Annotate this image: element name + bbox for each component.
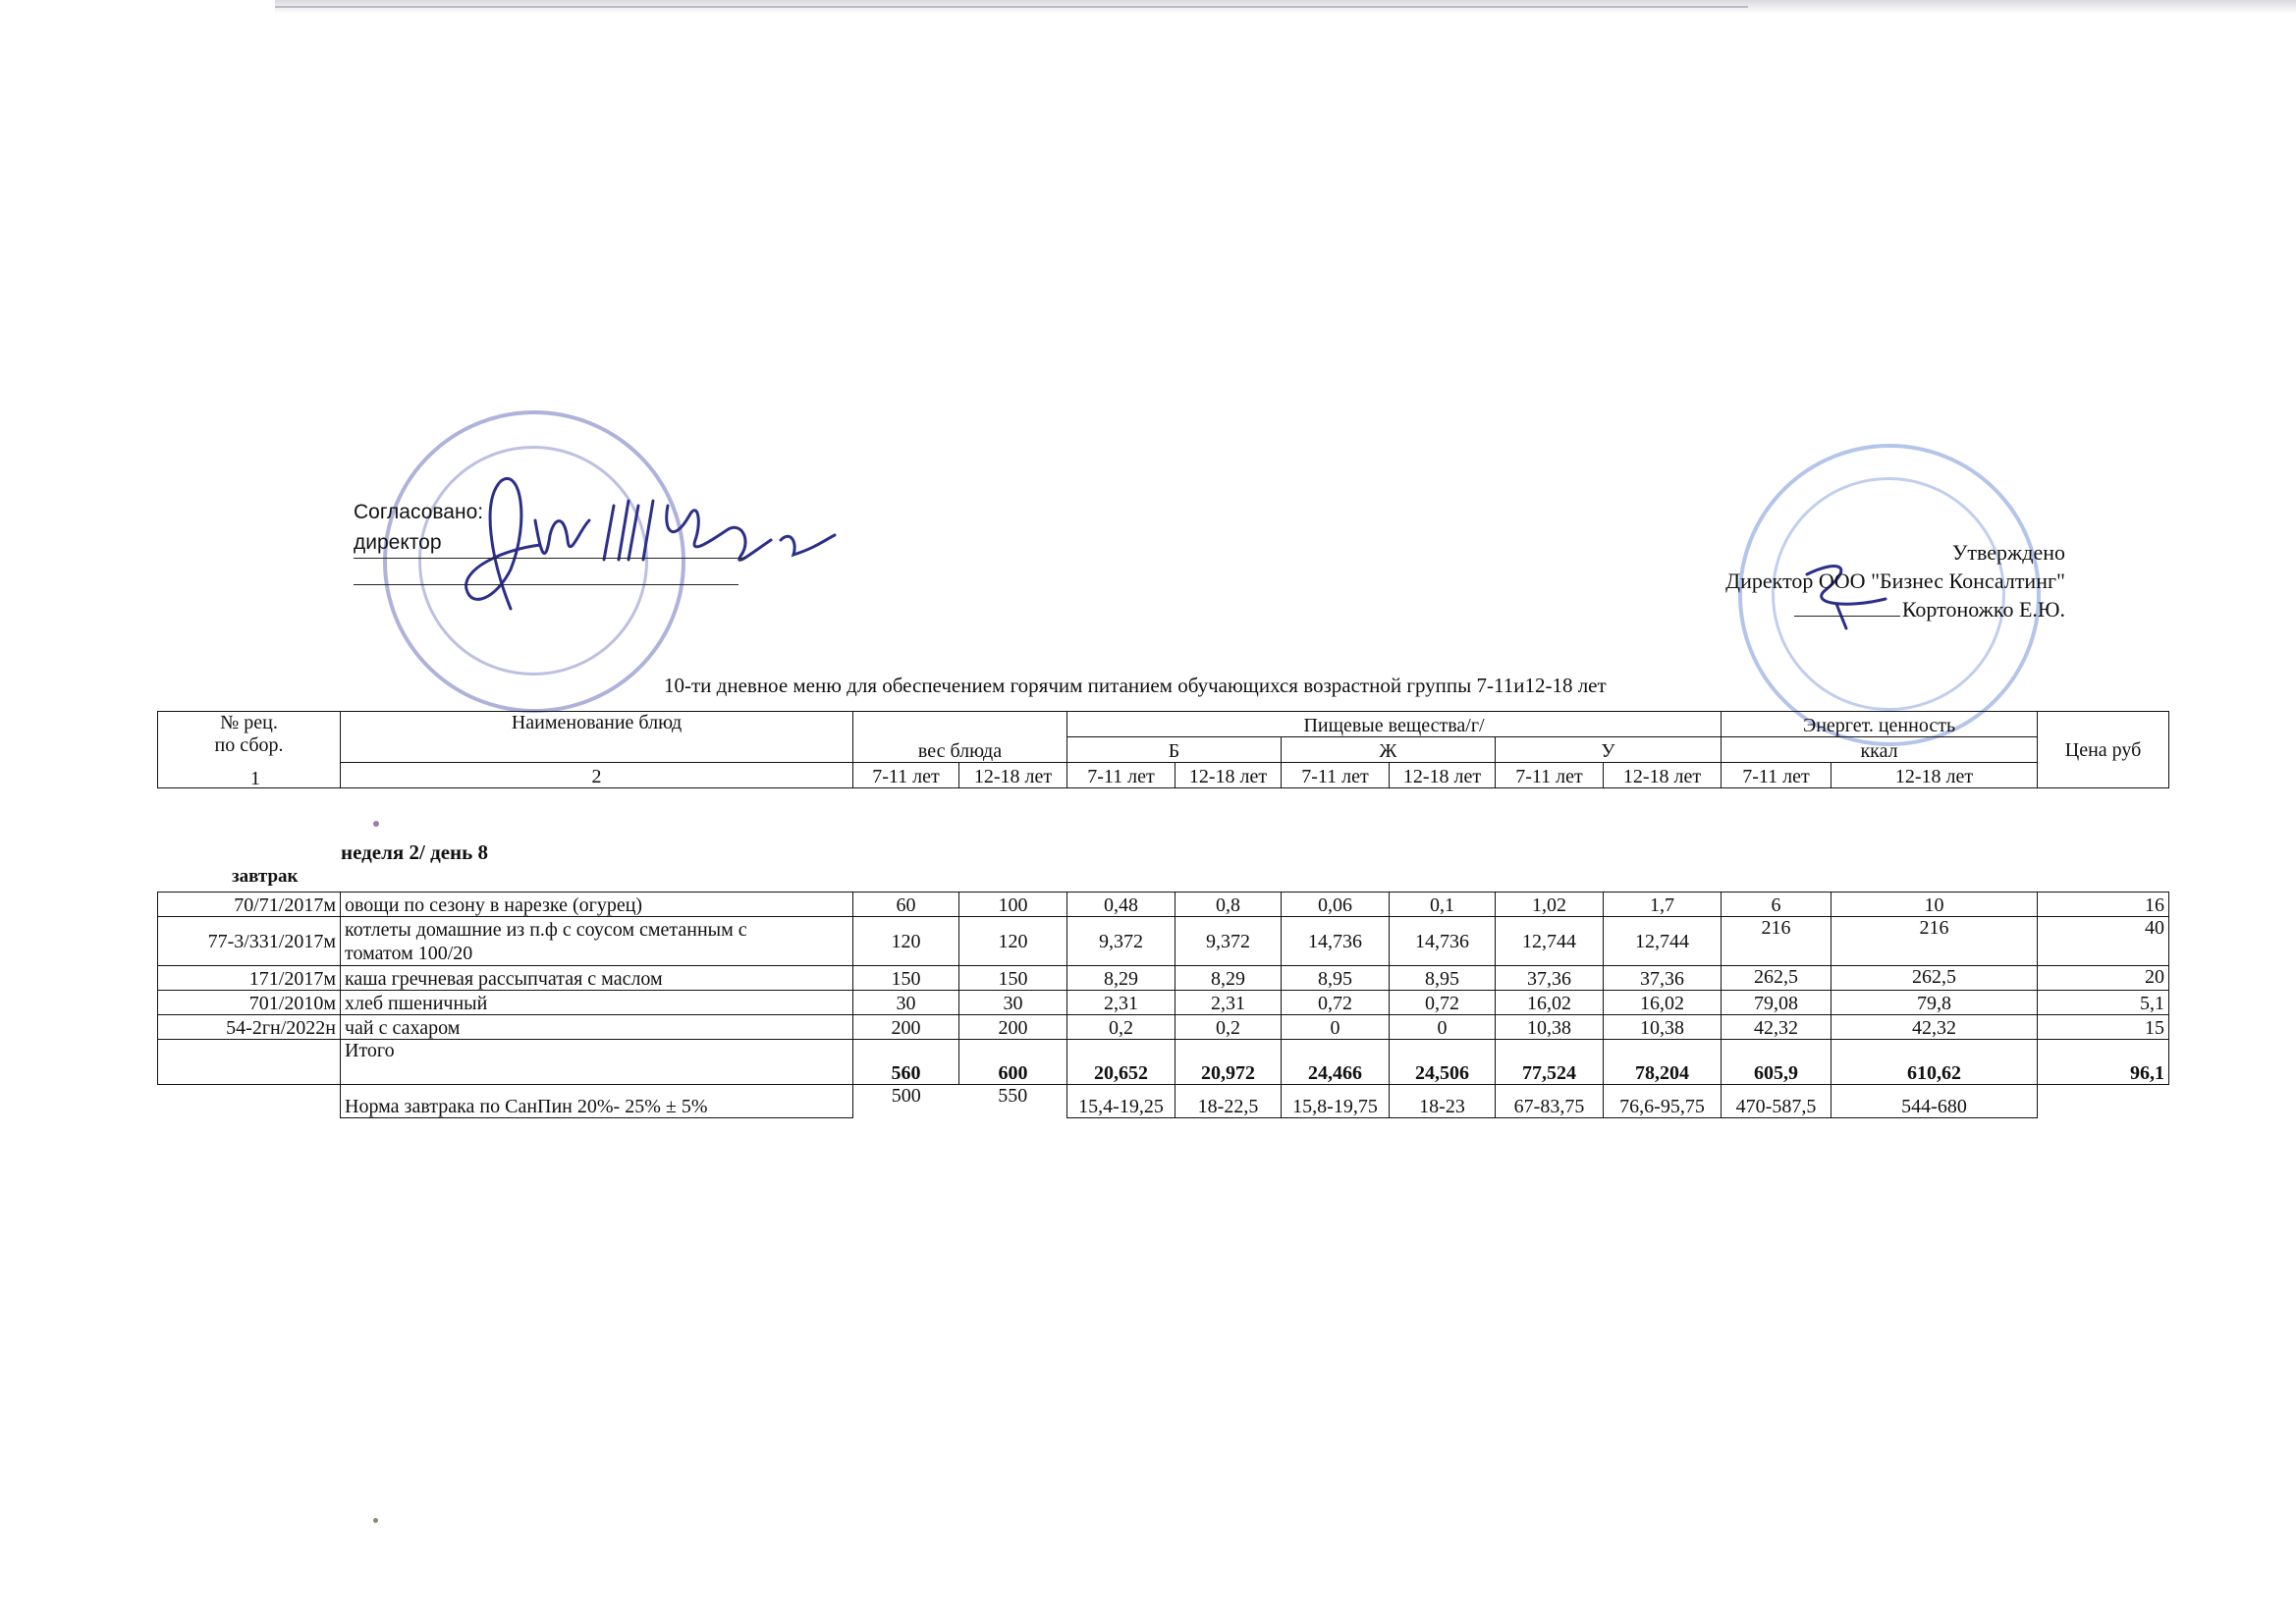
header-zh-a: 7-11 лет — [1282, 763, 1390, 788]
menu-table — [157, 892, 2169, 1118]
recipe-code: 54-2гн/2022н — [158, 1015, 341, 1040]
total-price: 96,1 — [2038, 1040, 2169, 1085]
total-empty — [158, 1040, 341, 1085]
u-a: 10,38 — [1496, 1015, 1604, 1040]
approved-label: Утверждено — [1951, 540, 2065, 565]
weight-a: 150 — [853, 966, 959, 991]
kcal-a: 262,5 — [1722, 966, 1831, 991]
weight-b: 150 — [959, 966, 1067, 991]
dish-name: котлеты домашние из п.ф с соусом сметанным с томатом 100/20 — [341, 917, 853, 966]
kcal-b: 10 — [1831, 893, 2038, 917]
dish-name: хлеб пшеничный — [341, 991, 853, 1015]
kcal-a: 42,32 — [1722, 1015, 1831, 1040]
b-b: 2,31 — [1175, 991, 1282, 1015]
header-dish-name: Наименование блюд — [341, 712, 853, 763]
norm-price-empty — [2038, 1085, 2169, 1118]
total-label: Итого — [341, 1040, 853, 1085]
header-kcal-b: 12-18 лет — [1831, 763, 2038, 788]
zh-b: 8,95 — [1390, 966, 1496, 991]
header-kcal-a: 7-11 лет — [1722, 763, 1831, 788]
zh-b: 0,72 — [1390, 991, 1496, 1015]
kcal-b: 42,32 — [1831, 1015, 2038, 1040]
header-weight: вес блюда — [853, 712, 1067, 763]
menu-header-table — [157, 711, 2169, 788]
price: 20 — [2038, 966, 2169, 991]
scan-dot — [373, 1518, 378, 1523]
zh-b: 0 — [1390, 1015, 1496, 1040]
scan-line — [275, 6, 1748, 8]
weight-a: 60 — [853, 893, 959, 917]
total-u-a: 77,524 — [1496, 1040, 1604, 1085]
norm-row — [158, 1085, 2169, 1118]
u-b: 1,7 — [1604, 893, 1722, 917]
zh-b: 14,736 — [1390, 917, 1496, 966]
header-col2: 2 — [341, 763, 853, 788]
u-a: 1,02 — [1496, 893, 1604, 917]
kcal-b: 216 — [1831, 917, 2038, 966]
norm-zh-a: 15,8-19,75 — [1282, 1085, 1390, 1118]
norm-u-a: 67-83,75 — [1496, 1085, 1604, 1118]
kcal-a: 79,08 — [1722, 991, 1831, 1015]
price: 15 — [2038, 1015, 2169, 1040]
recipe-code: 77-3/331/2017м — [158, 917, 341, 966]
header-nutrients: Пищевые вещества/г/ — [1067, 712, 1722, 737]
norm-kcal-a: 470-587,5 — [1722, 1085, 1831, 1118]
norm-weight-a: 500 — [891, 1085, 921, 1107]
u-b: 12,744 — [1604, 917, 1722, 966]
table-row — [158, 917, 2169, 966]
total-kcal-a: 605,9 — [1722, 1040, 1831, 1085]
table-row — [158, 966, 2169, 991]
table-row — [158, 991, 2169, 1015]
header-zh-b: 12-18 лет — [1390, 763, 1496, 788]
u-a: 16,02 — [1496, 991, 1604, 1015]
norm-u-b: 76,6-95,75 — [1604, 1085, 1722, 1118]
scan-dot — [373, 821, 379, 827]
u-b: 16,02 — [1604, 991, 1722, 1015]
header-recipe: № рец. по сбор. — [158, 712, 341, 788]
u-b: 37,36 — [1604, 966, 1722, 991]
b-a: 2,31 — [1067, 991, 1175, 1015]
weight-b: 120 — [959, 917, 1067, 966]
header-price: Цена руб — [2038, 712, 2169, 788]
header-u: У — [1496, 737, 1722, 763]
total-zh-b: 24,506 — [1390, 1040, 1496, 1085]
total-b-a: 20,652 — [1067, 1040, 1175, 1085]
approved-name-line — [1725, 595, 2065, 623]
norm-weight-b: 550 — [998, 1085, 1028, 1107]
dish-name: чай с сахаром — [341, 1015, 853, 1040]
price: 40 — [2038, 917, 2169, 966]
header-b: Б — [1067, 737, 1282, 763]
norm-empty — [158, 1085, 341, 1118]
kcal-b: 262,5 — [1831, 966, 2038, 991]
b-a: 9,372 — [1067, 917, 1175, 966]
b-b: 0,8 — [1175, 893, 1282, 917]
zh-a: 0 — [1282, 1015, 1390, 1040]
norm-kcal-b: 544-680 — [1831, 1085, 2038, 1118]
total-zh-a: 24,466 — [1282, 1040, 1390, 1085]
total-b-b: 20,972 — [1175, 1040, 1282, 1085]
zh-b: 0,1 — [1390, 893, 1496, 917]
recipe-code: 70/71/2017м — [158, 893, 341, 917]
recipe-code: 171/2017м — [158, 966, 341, 991]
zh-a: 8,95 — [1282, 966, 1390, 991]
total-kcal-b: 610,62 — [1831, 1040, 2038, 1085]
header-weight-a: 7-11 лет — [853, 763, 959, 788]
approval-approved — [1725, 538, 2065, 623]
b-a: 8,29 — [1067, 966, 1175, 991]
header-kcal: ккал — [1722, 737, 2038, 763]
approved-position: Директор ООО "Бизнес Консалтинг" — [1725, 568, 2065, 593]
b-b: 0,2 — [1175, 1015, 1282, 1040]
b-b: 9,372 — [1175, 917, 1282, 966]
header-col1: 1 — [250, 768, 260, 789]
week-day: неделя 2/ день 8 — [341, 840, 488, 864]
zh-a: 14,736 — [1282, 917, 1390, 966]
header-b-b: 12-18 лет — [1175, 763, 1282, 788]
meal-name: завтрак — [232, 866, 299, 887]
u-a: 12,744 — [1496, 917, 1604, 966]
header-energy: Энергет. ценность — [1722, 712, 2038, 737]
norm-label: Норма завтрака по СанПин 20%- 25% ± 5% — [341, 1085, 853, 1118]
norm-zh-b: 18-23 — [1390, 1085, 1496, 1118]
total-weight-a: 560 — [853, 1040, 959, 1085]
u-a: 37,36 — [1496, 966, 1604, 991]
norm-b-b: 18-22,5 — [1175, 1085, 1282, 1118]
total-row — [158, 1040, 2169, 1085]
approval-agreed — [354, 497, 746, 585]
price: 16 — [2038, 893, 2169, 917]
total-u-b: 78,204 — [1604, 1040, 1722, 1085]
approved-name: Кортоножко Е.Ю. — [1901, 597, 2065, 622]
table-row — [158, 893, 2169, 917]
u-b: 10,38 — [1604, 1015, 1722, 1040]
header-u-a: 7-11 лет — [1496, 763, 1604, 788]
header-u-b: 12-18 лет — [1604, 763, 1722, 788]
zh-a: 0,06 — [1282, 893, 1390, 917]
menu-title: 10-ти дневное меню для обеспечением горячим питанием обучающихся возрастной группы 7-11и12-18 лет — [664, 674, 1607, 697]
total-weight-b: 600 — [959, 1040, 1067, 1085]
recipe-code: 701/2010м — [158, 991, 341, 1015]
weight-b: 100 — [959, 893, 1067, 917]
b-b: 8,29 — [1175, 966, 1282, 991]
price: 5,1 — [2038, 991, 2169, 1015]
dish-name: каша гречневая рассыпчатая с маслом — [341, 966, 853, 991]
b-a: 0,48 — [1067, 893, 1175, 917]
weight-a: 120 — [853, 917, 959, 966]
weight-a: 200 — [853, 1015, 959, 1040]
zh-a: 0,72 — [1282, 991, 1390, 1015]
weight-a: 30 — [853, 991, 959, 1015]
agreed-position: директор — [354, 527, 746, 559]
kcal-a: 6 — [1722, 893, 1831, 917]
header-weight-b: 12-18 лет — [959, 763, 1067, 788]
kcal-a: 216 — [1722, 917, 1831, 966]
header-b-a: 7-11 лет — [1067, 763, 1175, 788]
kcal-b: 79,8 — [1831, 991, 2038, 1015]
agreed-label: Согласовано: — [354, 501, 484, 523]
b-a: 0,2 — [1067, 1015, 1175, 1040]
weight-b: 30 — [959, 991, 1067, 1015]
norm-b-a: 15,4-19,25 — [1067, 1085, 1175, 1118]
header-zh: Ж — [1282, 737, 1496, 763]
dish-name: овощи по сезону в нарезке (огурец) — [341, 893, 853, 917]
weight-b: 200 — [959, 1015, 1067, 1040]
table-row — [158, 1015, 2169, 1040]
agreed-signature-line — [354, 559, 738, 585]
